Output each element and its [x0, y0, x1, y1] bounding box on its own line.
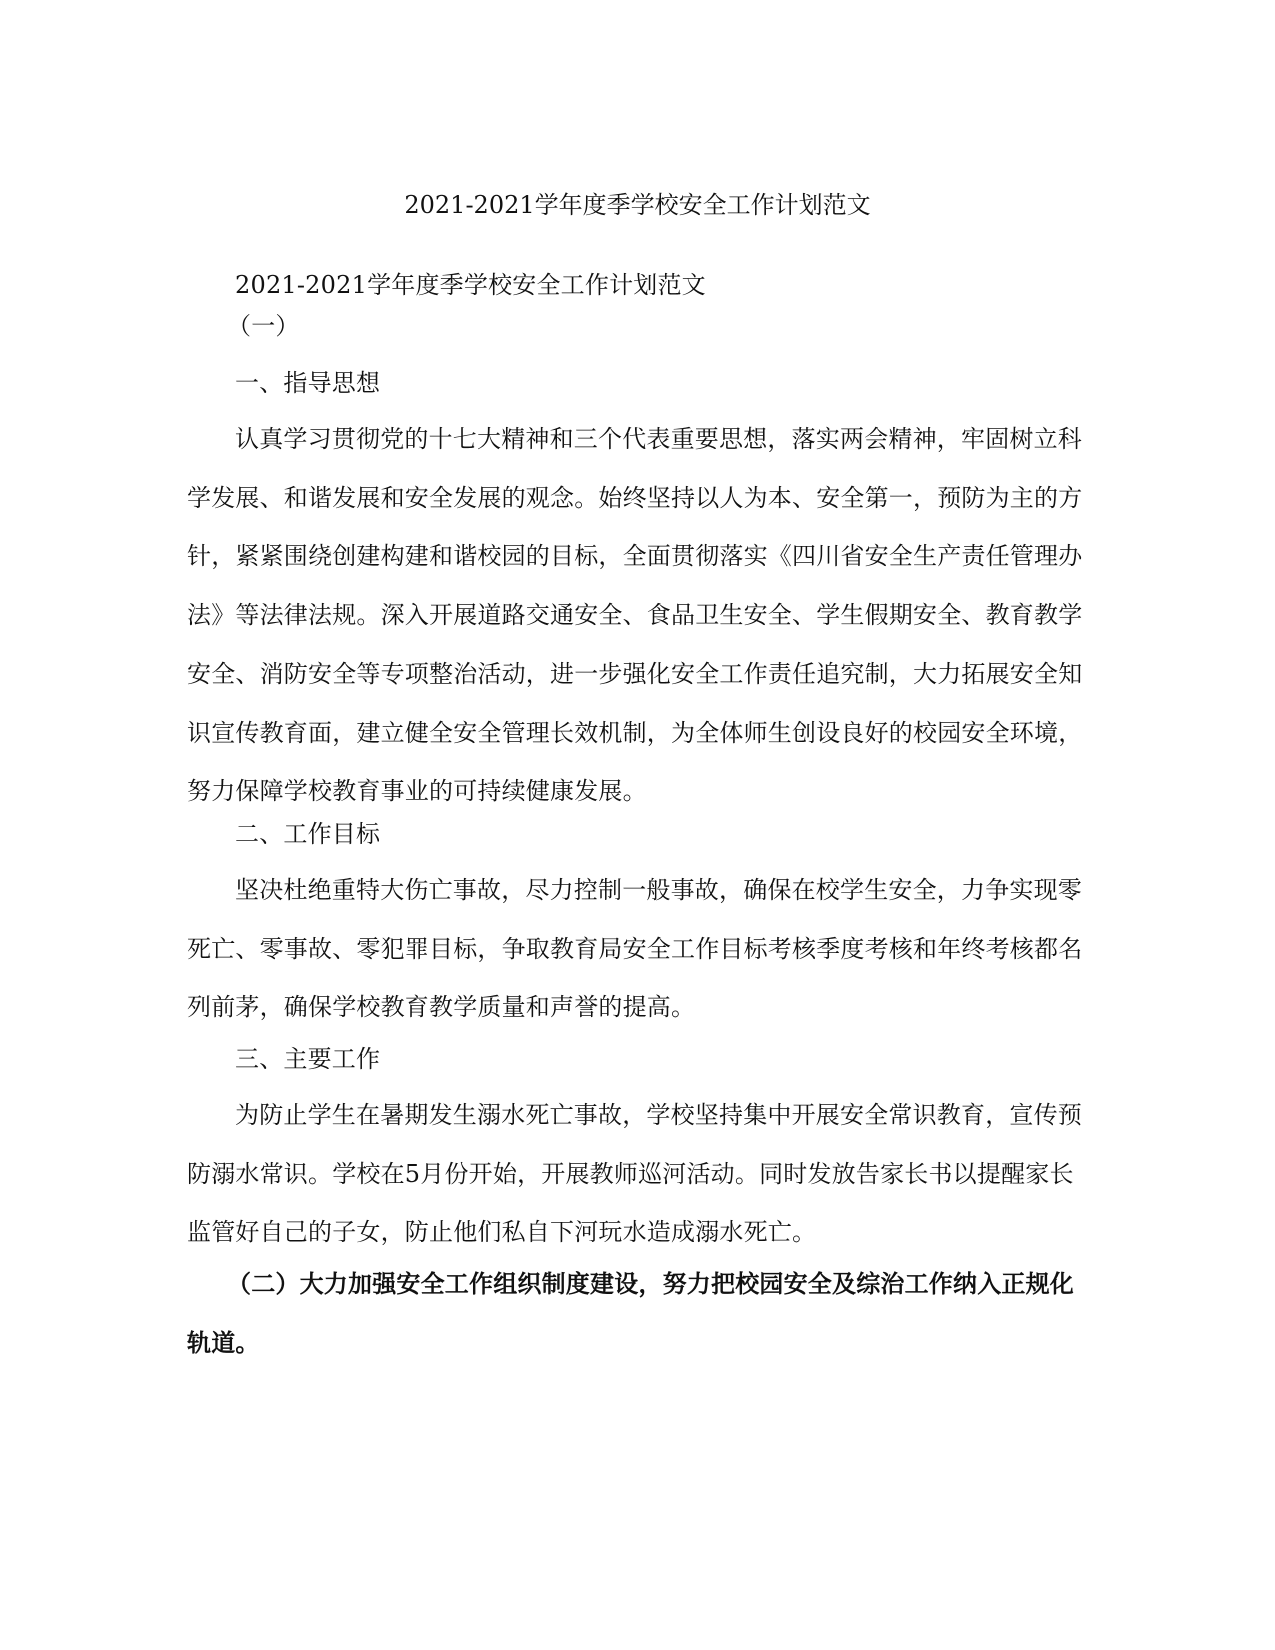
heading-main-work: 三、主要工作 [235, 1045, 381, 1073]
paragraph-main-work: 为防止学生在暑期发生溺水死亡事故，学校坚持集中开展安全常识教育，宣传预防溺水常识。学校在5月份开始，开展教师巡河活动。同时发放告家长书以提醒家长监管好自己的子女，防止他们私自下河玩水造成溺水死亡。 [187, 1101, 1082, 1247]
part-one-marker: （一） [227, 312, 300, 340]
document-subtitle: 2021-2021学年度季学校安全工作计划范文 [235, 271, 706, 299]
paragraph-guiding-thought: 认真学习贯彻党的十七大精神和三个代表重要思想，落实两会精神，牢固树立科学发展、和谐发展和安全发展的观念。始终坚持以人为本、安全第一，预防为主的方针，紧紧围绕创建构建和谐校园的目标，全面贯彻落实《四川省安全生产责任管理办法》等法律法规。深入开展道路交通安全、食品卫生安全、学生假期安全、教育教学安全、消防安全等专项整治活动，进一步强化安全工作责任追究制，大力拓展安全知识宣传教育面，建立健全安全管理长效机制，为全体师生创设良好的校园安全环境，努力保障学校教育事业的可持续健康发展。 [187, 425, 1083, 806]
heading-work-goals: 二、工作目标 [235, 820, 381, 848]
heading-guiding-thought: 一、指导思想 [235, 369, 381, 397]
part-two-heading: （二）大力加强安全工作组织制度建设，努力把校园安全及综治工作纳入正规化轨道。 [187, 1269, 1074, 1357]
paragraph-work-goals: 坚决杜绝重特大伤亡事故，尽力控制一般事故，确保在校学生安全，力争实现零死亡、零事故、零犯罪目标，争取教育局安全工作目标考核季度考核和年终考核都名列前茅，确保学校教育教学质量和声誉的提高。 [187, 876, 1083, 1022]
document-title: 2021-2021学年度季学校安全工作计划范文 [404, 191, 871, 219]
